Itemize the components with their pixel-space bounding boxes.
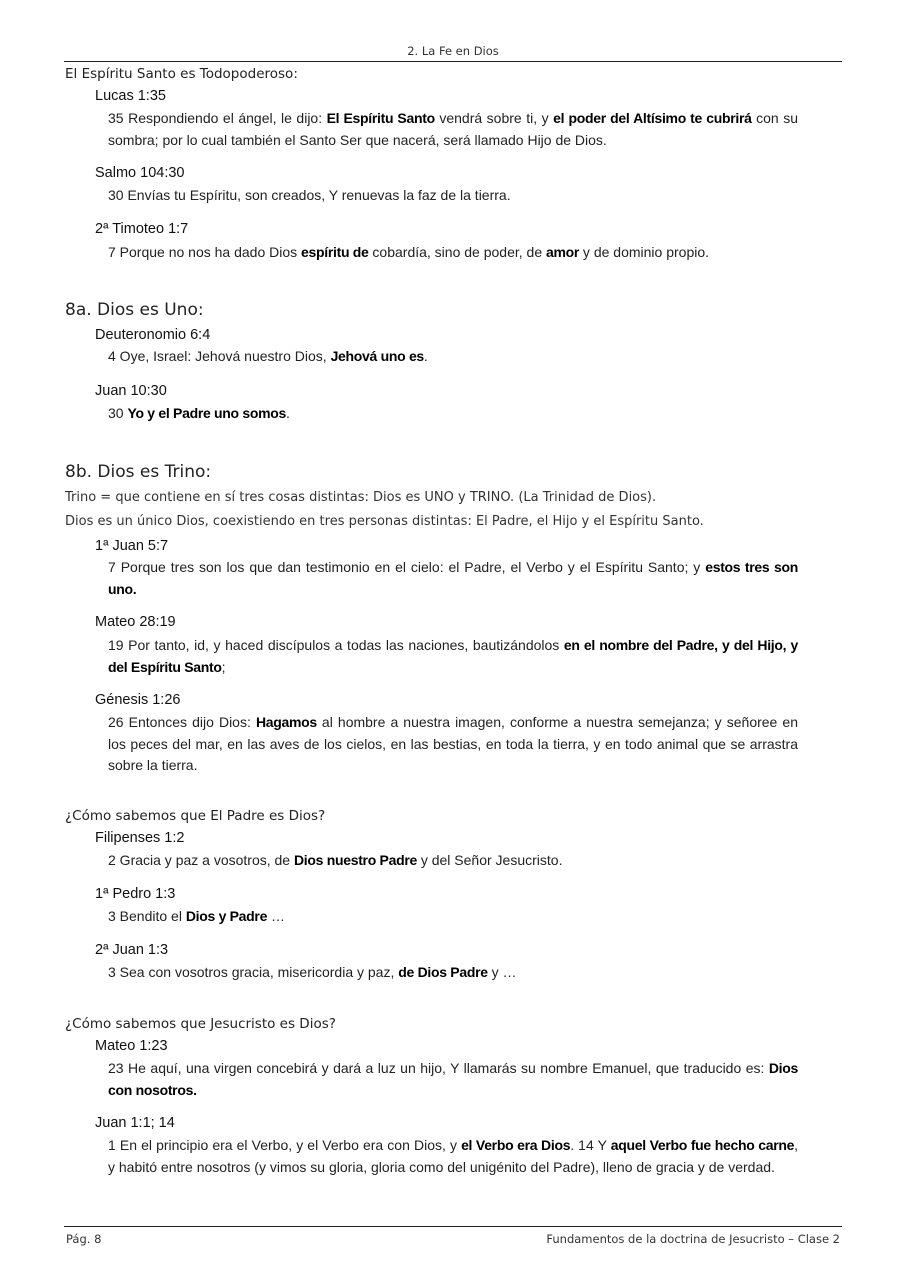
trino-explanation: Dios es un único Dios, coexistiendo en tres personas distintas: El Padre, el Hijo y el Espíritu Santo. (65, 514, 704, 529)
verse-fragment: al hombre a nuestra imagen, conforme a nuestra semejanza; y señoree en los peces del mar, en las aves de los cielos, en las bestias, en toda la tierra, y en todo animal que se arrastra sobre la tierra. (108, 714, 798, 773)
emphasized-text: estos tres son uno. (108, 559, 798, 597)
verse-text (108, 906, 798, 928)
verse-text (108, 850, 798, 872)
verse-fragment: cobardía, sino de poder, de (368, 244, 546, 260)
verse-fragment: 7 Porque no nos ha dado Dios (108, 244, 302, 260)
section-title-uno: 8a. Dios es Uno: (65, 300, 204, 320)
verse-reference: 1ª Juan 5:7 (95, 538, 169, 554)
verse-fragment: 1 En el principio era el Verbo, y el Verbo era con Dios, y (108, 1137, 462, 1153)
section-title-espiritu: El Espíritu Santo es Todopoderoso: (65, 66, 298, 82)
verse-fragment: 26 Entonces dijo Dios: (108, 714, 256, 730)
emphasized-text: Jehová uno es (330, 348, 424, 364)
verse-fragment: 3 Bendito el (108, 908, 186, 924)
verse-fragment: 2 Gracia y paz a vosotros, de (108, 852, 294, 868)
verse-text (108, 1135, 798, 1178)
verse-reference: Deuteronomio 6:4 (95, 327, 211, 343)
verse-text (108, 185, 798, 207)
verse-fragment: y … (487, 964, 517, 980)
verse-text (108, 712, 798, 777)
emphasized-text: Hagamos (255, 714, 317, 730)
verse-reference: Salmo 104:30 (95, 165, 185, 181)
page-number: Pág. 8 (66, 1232, 102, 1246)
verse-reference: Mateo 1:23 (95, 1038, 168, 1054)
footer-rule (64, 1226, 842, 1227)
emphasized-text: Dios y Padre (185, 908, 268, 924)
verse-text (108, 242, 798, 264)
verse-fragment: 23 He aquí, una virgen concebirá y dará a luz un hijo, Y llamarás su nombre Emanuel, que traducido es: (108, 1060, 769, 1076)
verse-fragment: , y habitó entre nosotros (y vimos su gloria, gloria como del unigénito del Padre), lleno de gracia y de verdad. (108, 1137, 798, 1175)
verse-text (108, 635, 798, 678)
emphasized-text: amor (546, 244, 580, 260)
verse-text (108, 1058, 798, 1101)
section-title-padre: ¿Cómo sabemos que El Padre es Dios? (65, 808, 326, 824)
emphasized-text: aquel Verbo fue hecho carne (610, 1137, 795, 1153)
emphasized-text: Dios con nosotros. (108, 1060, 798, 1098)
verse-fragment: 7 Porque tres son los que dan testimonio en el cielo: el Padre, el Verbo y el Espíritu Santo; y (108, 559, 706, 575)
verse-reference: Génesis 1:26 (95, 692, 181, 708)
verse-reference: Filipenses 1:2 (95, 830, 185, 846)
verse-fragment: 19 Por tanto, id, y haced discípulos a todas las naciones, bautizándolos (108, 637, 564, 653)
verse-reference: 1ª Pedro 1:3 (95, 886, 176, 902)
section-title-jesucristo: ¿Cómo sabemos que Jesucristo es Dios? (65, 1016, 336, 1032)
emphasized-text: el poder del Altísimo te cubrirá (553, 110, 752, 126)
verse-fragment: ; (221, 658, 226, 675)
verse-reference: Juan 10:30 (95, 383, 167, 399)
emphasized-text: Yo y el Padre uno somos (127, 405, 287, 421)
verse-fragment: y del Señor Jesucristo. (416, 852, 563, 868)
verse-reference: Mateo 28:19 (95, 614, 176, 630)
verse-fragment: 30 Envías tu Espíritu, son creados, Y renuevas la faz de la tierra. (108, 187, 511, 203)
emphasized-text: de Dios Padre (398, 964, 488, 980)
verse-text (108, 108, 798, 151)
verse-fragment: 35 Respondiendo el ángel, le dijo: (108, 110, 327, 126)
verse-text (108, 346, 798, 368)
verse-fragment: 4 Oye, Israel: Jehová nuestro Dios, (108, 348, 331, 364)
verse-reference: 2ª Juan 1:3 (95, 942, 169, 958)
emphasized-text: el Verbo era Dios (461, 1137, 571, 1153)
emphasized-text: Dios nuestro Padre (293, 852, 417, 868)
verse-fragment: vendrá sobre ti, y (434, 110, 554, 126)
verse-text (108, 962, 798, 984)
emphasized-text: en el nombre del Padre, y del Hijo, y del Espíritu Santo (108, 637, 798, 675)
verse-fragment: . (286, 405, 290, 421)
verse-reference: Lucas 1:35 (95, 88, 166, 104)
running-header: 2. La Fe en Dios (407, 44, 499, 58)
verse-fragment: . (423, 348, 428, 364)
verse-text (108, 557, 798, 600)
verse-fragment: . 14 Y (570, 1137, 611, 1153)
verse-reference: 2ª Timoteo 1:7 (95, 221, 189, 237)
verse-text (108, 403, 798, 425)
verse-reference: Juan 1:1; 14 (95, 1115, 175, 1131)
verse-fragment: con su sombra; por lo cual también el Santo Ser que nacerá, será llamado Hijo de Dios. (108, 110, 799, 148)
emphasized-text: espíritu de (301, 244, 369, 260)
section-title-trino: 8b. Dios es Trino: (65, 462, 212, 482)
course-title: Fundamentos de la doctrina de Jesucristo – Clase 2 (546, 1232, 840, 1246)
verse-fragment: 30 (108, 405, 128, 421)
verse-fragment: y de dominio propio. (579, 244, 710, 260)
header-rule (64, 61, 842, 62)
verse-fragment: … (267, 908, 285, 924)
verse-fragment: 3 Sea con vosotros gracia, misericordia y paz, (108, 964, 399, 980)
emphasized-text: El Espíritu Santo (326, 110, 435, 126)
trino-definition: Trino = que contiene en sí tres cosas distintas: Dios es UNO y TRINO. (La Trinidad de Dios). (65, 490, 657, 505)
